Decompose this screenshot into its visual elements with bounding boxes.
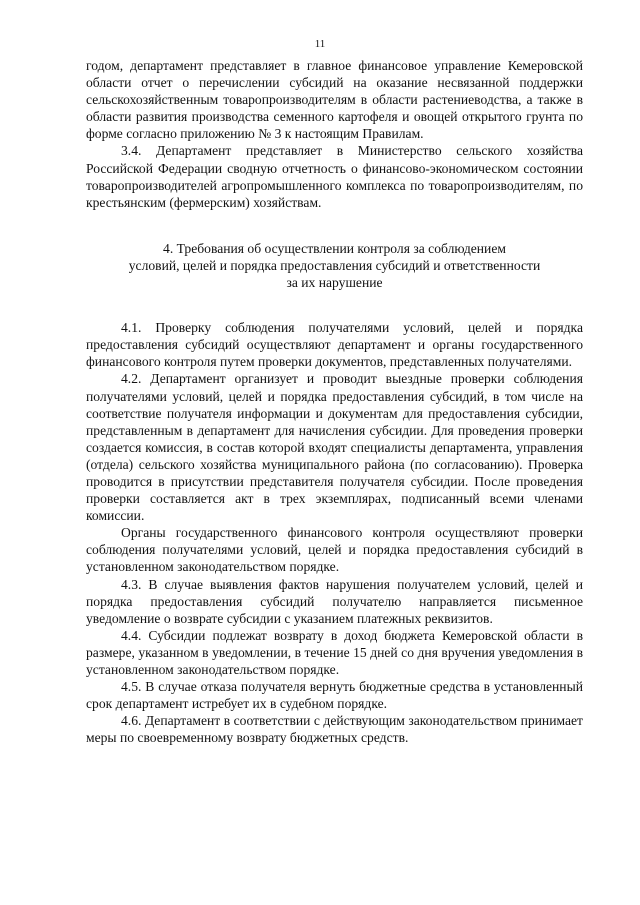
paragraph-3-4: 3.4. Департамент представляет в Министерство сельского хозяйства Российской Федерации сводную отчетность о финансово-экономическом состоянии товаропроизводителей агропромышленного комплекса по товаропроизводителям, по крестьянским (фермерским) хозяйствам. [86,143,583,210]
document-body [86,57,583,746]
heading-line-2: условий, целей и порядка предоставления субсидий и ответственности [128,257,541,273]
paragraph-4-2: 4.2. Департамент организует и проводит выездные проверки соблюдения получателями условий, целей и порядка предоставления субсидий, в том числе на соответствие получателя информации и документам для предоставления субсидии, представленным в департамент для начисления субсидии. Для проведения проверки создается комиссия, в состав которой входят специалисты департамента, управления (отдела) сельского хозяйства муниципального района (по согласованию). Проверка проводится в присутствии представителя получателя субсидии. После проведения проверки составляется акт в трех экземплярах, подписанный всеми членами комиссии. [86,371,583,524]
paragraph-4-6: 4.6. Департамент в соответствии с действующим законодательством принимает меры по своевременному возврату бюджетных средств. [86,713,583,746]
paragraph-4-4: 4.4. Субсидии подлежат возврату в доход бюджета Кемеровской области в размере, указанном в уведомлении, в течение 15 дней со дня вручения уведомления в установленном законодательством порядке. [86,627,583,677]
paragraph-4-3: 4.3. В случае выявления фактов нарушения получателем условий, целей и порядка предоставления субсидий получателю направляется письменное уведомление о возврате субсидии с указанием платежных реквизитов. [86,576,583,626]
paragraph-4-1: 4.1. Проверку соблюдения получателями условий, целей и порядка предоставления субсидий осуществляют департамент и органы государственного финансового контроля путем проверки документов, представленных получателями. [86,320,583,370]
page-number: 11 [314,38,326,50]
section-heading [86,240,583,291]
heading-line-1: 4. Требования об осуществлении контроля за соблюдением [163,240,506,256]
heading-line-3: за их нарушение [286,275,383,291]
paragraph-4-5: 4.5. В случае отказа получателя вернуть бюджетные средства в установленный срок департамент истребует их в судебном порядке. [86,679,583,712]
paragraph-continuation: годом, департамент представляет в главное финансовое управление Кемеровской области отчет о перечислении субсидий на оказание несвязанной поддержки сельскохозяйственным товаропроизводителям в области растениеводства, а также в области развития производства семенного картофеля и овощей открытого грунта по форме согласно приложению № 3 к настоящим Правилам. [86,58,583,142]
paragraph-4-2-cont: Органы государственного финансового контроля осуществляют проверки соблюдения получателями условий, целей и порядка предоставления субсидий в установленном законодательством порядке. [86,525,583,575]
